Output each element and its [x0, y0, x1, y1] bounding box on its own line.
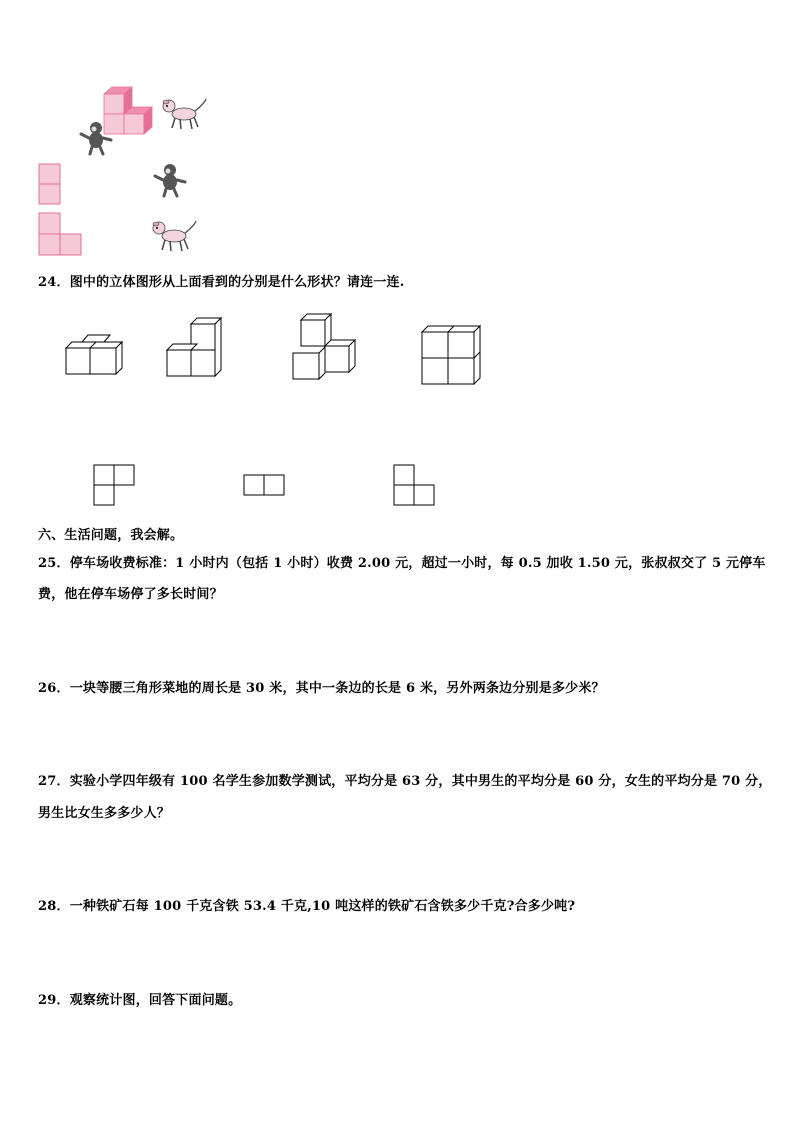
- question-number: 25．: [38, 556, 70, 571]
- solid-figure-4: [420, 324, 484, 388]
- question-29: [38, 989, 241, 1008]
- question-25-line1: [38, 552, 766, 571]
- question-text: 一种铁矿石每 100 千克含铁 53.4 千克,10 吨这样的铁矿石含铁多少千克?合多少吨?: [69, 899, 576, 914]
- pink-view-shape-l: [38, 212, 82, 256]
- question-text: 停车场收费标准：1 小时内（包括 1 小时）收费 2.00 元，超过一小时，每 0.5 加收 1.50 元，张叔叔交了 5 元停车: [69, 556, 766, 571]
- question-27-line1: [38, 770, 772, 789]
- question-number: 29．: [38, 993, 70, 1008]
- question-number: 27．: [38, 774, 70, 789]
- question-text: 实验小学四年级有 100 名学生参加数学测试，平均分是 63 分，其中男生的平均分是 60 分，女生的平均分是 70 分，: [69, 774, 772, 789]
- question-28: [38, 895, 575, 914]
- dog-icon: [160, 96, 208, 132]
- question-25-line2: 费，他在停车场停了多长时间？: [38, 587, 223, 602]
- question-text: 观察统计图，回答下面问题。: [69, 993, 242, 1008]
- solid-figure-3: [291, 313, 361, 383]
- pink-view-shape-tall: [38, 163, 62, 205]
- question-text: 图中的立体图形从上面看到的分别是什么形状？请连一连.: [69, 275, 405, 290]
- question-number: 26．: [38, 681, 70, 696]
- top-view-shape-3: [393, 464, 437, 508]
- question-number: 24．: [38, 275, 70, 290]
- top-view-shape-1: [93, 464, 137, 508]
- question-27-line2: 男生比女生多多少人？: [38, 806, 171, 821]
- question-text: 一块等腰三角形菜地的周长是 30 米，其中一条边的长是 6 米，另外两条边分别是多少米？: [69, 681, 605, 696]
- monkey-icon: [152, 162, 188, 198]
- solid-figure-1: [64, 332, 126, 378]
- solid-figure-2: [165, 318, 227, 380]
- question-number: 28．: [38, 899, 70, 914]
- dog-icon: [150, 218, 198, 254]
- question-26: [38, 677, 605, 696]
- section-title: 六、生活问题，我会解。: [38, 528, 184, 543]
- question-24: [38, 271, 404, 290]
- top-view-shape-2: [243, 474, 287, 498]
- monkey-icon: [78, 120, 114, 156]
